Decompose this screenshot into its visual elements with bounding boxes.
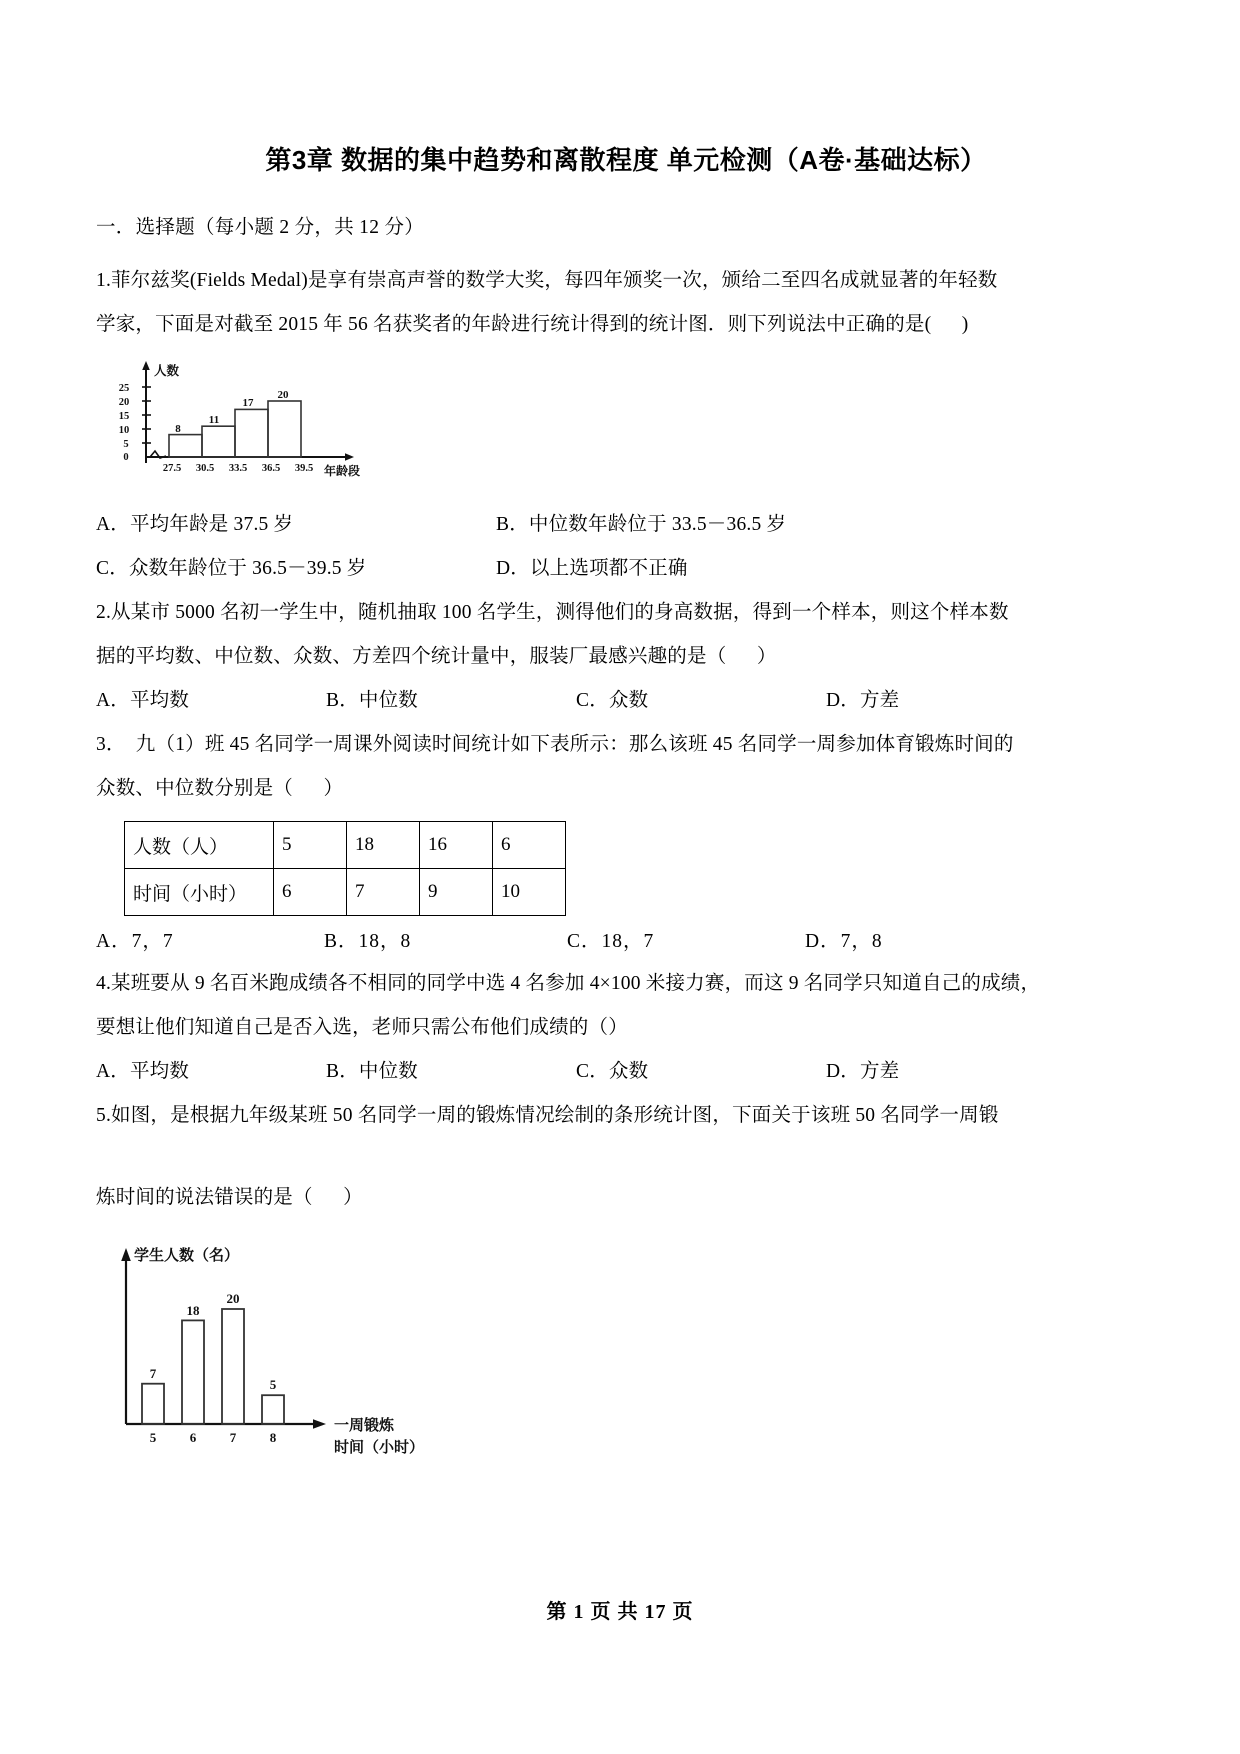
- page-title: 第3章 数据的集中趋势和离散程度 单元检测（A卷·基础达标）: [265, 145, 987, 175]
- svg-text:20: 20: [226, 1291, 240, 1306]
- svg-text:20: 20: [277, 389, 289, 401]
- question-5-line-1: 5.如图，是根据九年级某班 50 名同学一周的锻炼情况绘制的条形统计图，下面关于该班 50 名同学一周锻: [96, 1105, 999, 1126]
- svg-text:10: 10: [118, 425, 130, 436]
- question-3-option-a[interactable]: A．7，7: [96, 931, 174, 952]
- svg-text:8: 8: [175, 423, 181, 435]
- svg-text:学生人数（名）: 学生人数（名）: [134, 1248, 240, 1264]
- question-1-option-b[interactable]: B．中位数年龄位于 33.5－36.5 岁: [496, 514, 787, 535]
- question-4-option-b[interactable]: B．中位数: [326, 1061, 419, 1082]
- question-2: [96, 591, 1156, 723]
- question-3-option-c[interactable]: C．18，7: [567, 931, 655, 952]
- table-cell: 16: [420, 822, 493, 869]
- table-cell: 9: [420, 869, 493, 916]
- svg-text:11: 11: [208, 414, 220, 426]
- question-3: [96, 723, 1156, 962]
- svg-text:人数: 人数: [154, 364, 180, 378]
- svg-text:36.5: 36.5: [261, 463, 281, 474]
- table-row: [125, 869, 566, 916]
- table-cell: 18: [347, 822, 420, 869]
- svg-text:30.5: 30.5: [195, 463, 215, 474]
- question-5-line-2: 炼时间的说法错误的是（ ）: [96, 1187, 363, 1208]
- svg-text:25: 25: [118, 383, 130, 394]
- svg-text:33.5: 33.5: [228, 463, 248, 474]
- svg-text:0: 0: [123, 452, 129, 463]
- question-2-option-d[interactable]: D．方差: [826, 690, 900, 711]
- question-4-option-d[interactable]: D．方差: [826, 1061, 900, 1082]
- page-content: [96, 140, 1156, 1478]
- exercise-bar-chart: [106, 1238, 546, 1468]
- question-2-line-2: 据的平均数、中位数、众数、方差四个统计量中，服装厂最感兴趣的是（ ）: [96, 646, 777, 667]
- fields-medal-histogram: [110, 359, 410, 489]
- svg-text:8: 8: [269, 1430, 277, 1445]
- question-1-option-a[interactable]: A．平均年龄是 37.5 岁: [96, 514, 294, 535]
- question-2-line-1: 2.从某市 5000 名初一学生中，随机抽取 100 名学生，测得他们的身高数据，得到一个样本，则这个样本数: [96, 602, 1009, 623]
- question-4-line-1: 4.某班要从 9 名百米跑成绩各不相同的同学中选 4 名参加 4×100 米接力赛，而这 9 名同学只知道自己的成绩，: [96, 973, 1041, 994]
- table-cell: 6: [274, 869, 347, 916]
- svg-text:7: 7: [229, 1430, 237, 1445]
- question-1-options-row-1: [96, 503, 1156, 547]
- question-3-line-1: 3． 九（1）班 45 名同学一周课外阅读时间统计如下表所示：那么该班 45 名同学一周参加体育锻炼时间的: [96, 734, 1014, 755]
- svg-text:20: 20: [118, 397, 130, 408]
- question-2-option-c[interactable]: C．众数: [576, 690, 649, 711]
- question-3-option-d[interactable]: D．7，8: [805, 931, 883, 952]
- table-cell: 5: [274, 822, 347, 869]
- svg-text:一周锻炼: 一周锻炼: [334, 1418, 395, 1434]
- svg-text:时间（小时）: 时间（小时）: [334, 1440, 425, 1456]
- svg-text:15: 15: [118, 411, 130, 422]
- svg-text:39.5: 39.5: [294, 463, 314, 474]
- question-1-options-row-2: [96, 547, 1156, 591]
- svg-text:5: 5: [123, 439, 129, 450]
- question-1: [96, 259, 1156, 591]
- question-4-option-a[interactable]: A．平均数: [96, 1061, 190, 1082]
- question-3-table: [124, 821, 566, 916]
- question-5: [96, 1094, 1156, 1468]
- svg-text:27.5: 27.5: [162, 463, 182, 474]
- table-cell: 6: [493, 822, 566, 869]
- table-row-label: 人数（人）: [125, 822, 274, 869]
- svg-text:年龄段: 年龄段: [324, 464, 361, 478]
- question-3-option-b[interactable]: B．18，8: [324, 931, 412, 952]
- question-1-line-1: 1.菲尔兹奖(Fields Medal)是享有崇高声誉的数学大奖，每四年颁奖一次，颁给二至四名成就显著的年轻数: [96, 270, 998, 291]
- question-1-line-2: 学家，下面是对截至 2015 年 56 名获奖者的年龄进行统计得到的统计图．则下列说法中正确的是( ): [96, 314, 969, 335]
- question-4: [96, 962, 1156, 1094]
- svg-text:5: 5: [269, 1377, 277, 1392]
- table-row: [125, 822, 566, 869]
- question-2-options: [96, 679, 1156, 723]
- svg-text:7: 7: [149, 1366, 157, 1381]
- question-3-line-2: 众数、中位数分别是（ ）: [96, 778, 344, 799]
- question-4-line-2: 要想让他们知道自己是否入选，老师只需公布他们成绩的（）: [96, 1017, 628, 1038]
- question-1-option-c[interactable]: C．众数年龄位于 36.5－39.5 岁: [96, 558, 367, 579]
- svg-text:17: 17: [242, 397, 254, 409]
- table-cell: 10: [493, 869, 566, 916]
- question-4-options: [96, 1050, 1156, 1094]
- page-footer: 第 1 页 共 17 页: [546, 1601, 694, 1623]
- table-cell: 7: [347, 869, 420, 916]
- question-4-option-c[interactable]: C．众数: [576, 1061, 649, 1082]
- question-3-options: [96, 922, 1156, 962]
- svg-text:18: 18: [186, 1303, 200, 1318]
- question-2-option-a[interactable]: A．平均数: [96, 690, 190, 711]
- svg-text:5: 5: [149, 1430, 157, 1445]
- section-heading: 一．选择题（每小题 2 分，共 12 分）: [96, 217, 425, 238]
- question-1-option-d[interactable]: D．以上选项都不正确: [496, 558, 688, 579]
- table-row-label: 时间（小时）: [125, 869, 274, 916]
- svg-text:6: 6: [189, 1430, 197, 1445]
- question-2-option-b[interactable]: B．中位数: [326, 690, 419, 711]
